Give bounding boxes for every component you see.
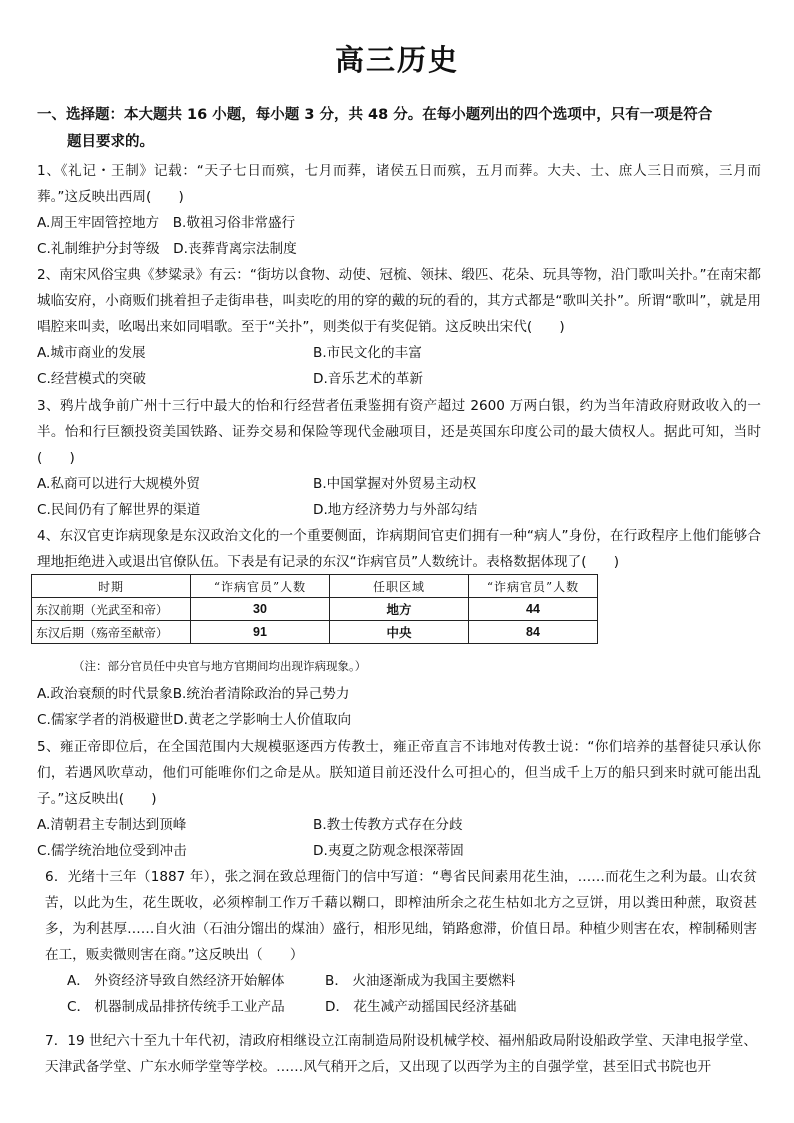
question-stem: 5、雍正帝即位后，在全国范围内大规模驱逐西方传教士，雍正帝直言不讳地对传教士说：“你们培养的基督徒只承认你们，若遇风吹草动，他们可能唯你们之命是从。朕知道目前还没什么可担心的，但当成千上万的船只到来时就可能出乱子。”这反映出( ) bbox=[37, 739, 761, 807]
section-heading bbox=[37, 102, 759, 156]
option-d: D． 花生减产动摇国民经济基础 bbox=[325, 999, 517, 1015]
option-b: B.中国掌握对外贸易主动权 bbox=[313, 476, 477, 492]
option-c: C.经营模式的突破 bbox=[37, 371, 146, 387]
table-header: 时期 bbox=[32, 575, 191, 598]
question-4-options bbox=[37, 681, 761, 733]
question-6 bbox=[45, 864, 757, 1020]
section-heading-line1: 一、选择题：本大题共 16 小题，每小题 3 分，共 48 分。在每小题列出的四个选项中，只有一项是符合 bbox=[37, 107, 713, 123]
table-header: “诈病官员”人数 bbox=[469, 575, 598, 598]
option-b: B． 火油逐渐成为我国主要燃料 bbox=[325, 973, 516, 989]
option-c: C.民间仍有了解世界的渠道 bbox=[37, 502, 201, 518]
option-a: A.清朝君主专制达到顶峰 bbox=[37, 817, 187, 833]
question-1 bbox=[37, 158, 761, 262]
table-cell: 东汉前期（光武至和帝） bbox=[32, 598, 191, 621]
question-5 bbox=[37, 734, 761, 864]
statistics-table bbox=[31, 574, 598, 644]
option-line: A.政治衰颓的时代景象B.统治者清除政治的异己势力 bbox=[37, 686, 350, 702]
question-stem: 6．光绪十三年（1887 年），张之洞在致总理衙门的信中写道：“粤省民间素用花生油，……而花生之利为最。山农贫苦，以此为生，花生既收，必须榨制工作万千藉以糊口，即榨油所余之花生枯如北方之豆饼，用以粪田种蔗，取资甚多，为利甚厚……自火油（石油分馏出的煤油）盛行，相形见绌，销路愈滞，价值日昂。种植少则害在农，榨制稀则害在工，贩卖微则害在商。”这反映出（ ） bbox=[45, 869, 757, 963]
question-stem: 7．19 世纪六十至九十年代初，清政府相继设立江南制造局附设机械学校、福州船政局附设船政学堂、天津电报学堂、天津武备学堂、广东水师学堂等学校。……风气稍开之后，又出现了以西学为主的自强学堂，甚至旧式书院也开 bbox=[45, 1033, 757, 1075]
question-7 bbox=[45, 1028, 757, 1080]
table-cell: 91 bbox=[191, 621, 330, 644]
option-b: B.教士传教方式存在分歧 bbox=[313, 817, 463, 833]
option-line: C.礼制维护分封等级 D.丧葬背离宗法制度 bbox=[37, 241, 297, 257]
table-header: 任职区域 bbox=[330, 575, 469, 598]
table-row bbox=[32, 621, 598, 644]
question-4 bbox=[37, 523, 761, 575]
question-stem: 1、《礼记・王制》记载：“天子七日而殡，七月而葬，诸侯五日而殡，五月而葬。大夫、士、庶人三日而殡，三月而葬。”这反映出西周( ) bbox=[37, 163, 761, 205]
option-c: C． 机器制成品排挤传统手工业产品 bbox=[67, 999, 285, 1015]
page-title: 高三历史 bbox=[334, 43, 459, 77]
option-line: C.儒家学者的消极避世D.黄老之学影响士人价值取向 bbox=[37, 712, 352, 728]
table-cell: 30 bbox=[191, 598, 330, 621]
question-stem: 3、鸦片战争前广州十三行中最大的怡和行经营者伍秉鉴拥有资产超过 2600 万两白银，约为当年清政府财政收入的一半。怡和行巨额投资美国铁路、证券交易和保险等现代金融项目，还是英国东印度公司的最大债权人。据此可知，当时( ) bbox=[37, 398, 761, 466]
table-note: （注：部分官员任中央官与地方官期间均出现诈病现象。） bbox=[73, 659, 367, 673]
option-d: D.音乐艺术的革新 bbox=[313, 371, 423, 387]
table-header-row bbox=[32, 575, 598, 598]
table-row bbox=[32, 598, 598, 621]
option-a: A． 外资经济导致自然经济开始解体 bbox=[67, 973, 285, 989]
question-stem: 2、南宋风俗宝典《梦粱录》有云：“街坊以食物、动使、冠梳、领抹、缎匹、花朵、玩具等物，沿门歌叫关扑。”在南宋都城临安府，小商贩们挑着担子走街串巷，叫卖吃的用的穿的戴的玩的看的，其方式都是“歌叫关扑”。所谓“歌叫”，就是用唱腔来叫卖，吆喝出来如同唱歌。至于“关扑”，则类似于有奖促销。这反映出宋代( ) bbox=[37, 267, 761, 335]
section-heading-line2: 题目要求的。 bbox=[67, 134, 154, 150]
question-3 bbox=[37, 393, 761, 523]
question-2 bbox=[37, 262, 761, 392]
option-line: A.周王牢固管控地方 B.敬祖习俗非常盛行 bbox=[37, 215, 296, 231]
option-c: C.儒学统治地位受到冲击 bbox=[37, 843, 187, 859]
table-cell: 中央 bbox=[330, 621, 469, 644]
option-d: D.地方经济势力与外部勾结 bbox=[313, 502, 478, 518]
table-cell: 84 bbox=[469, 621, 598, 644]
question-stem: 4、东汉官吏诈病现象是东汉政治文化的一个重要侧面，诈病期间官吏们拥有一种“病人”身份，在行政程序上他们能够合理地拒绝进入或退出官僚队伍。下表是有记录的东汉“诈病官员”人数统计。表格数据体现了( ) bbox=[37, 528, 761, 570]
table-cell: 东汉后期（殇帝至献帝） bbox=[32, 621, 191, 644]
option-a: A.私商可以进行大规模外贸 bbox=[37, 476, 200, 492]
option-d: D.夷夏之防观念根深蒂固 bbox=[313, 843, 464, 859]
option-a: A.城市商业的发展 bbox=[37, 345, 146, 361]
table-cell: 44 bbox=[469, 598, 598, 621]
option-b: B.市民文化的丰富 bbox=[313, 345, 422, 361]
table-cell: 地方 bbox=[330, 598, 469, 621]
table-header: “诈病官员”人数 bbox=[191, 575, 330, 598]
